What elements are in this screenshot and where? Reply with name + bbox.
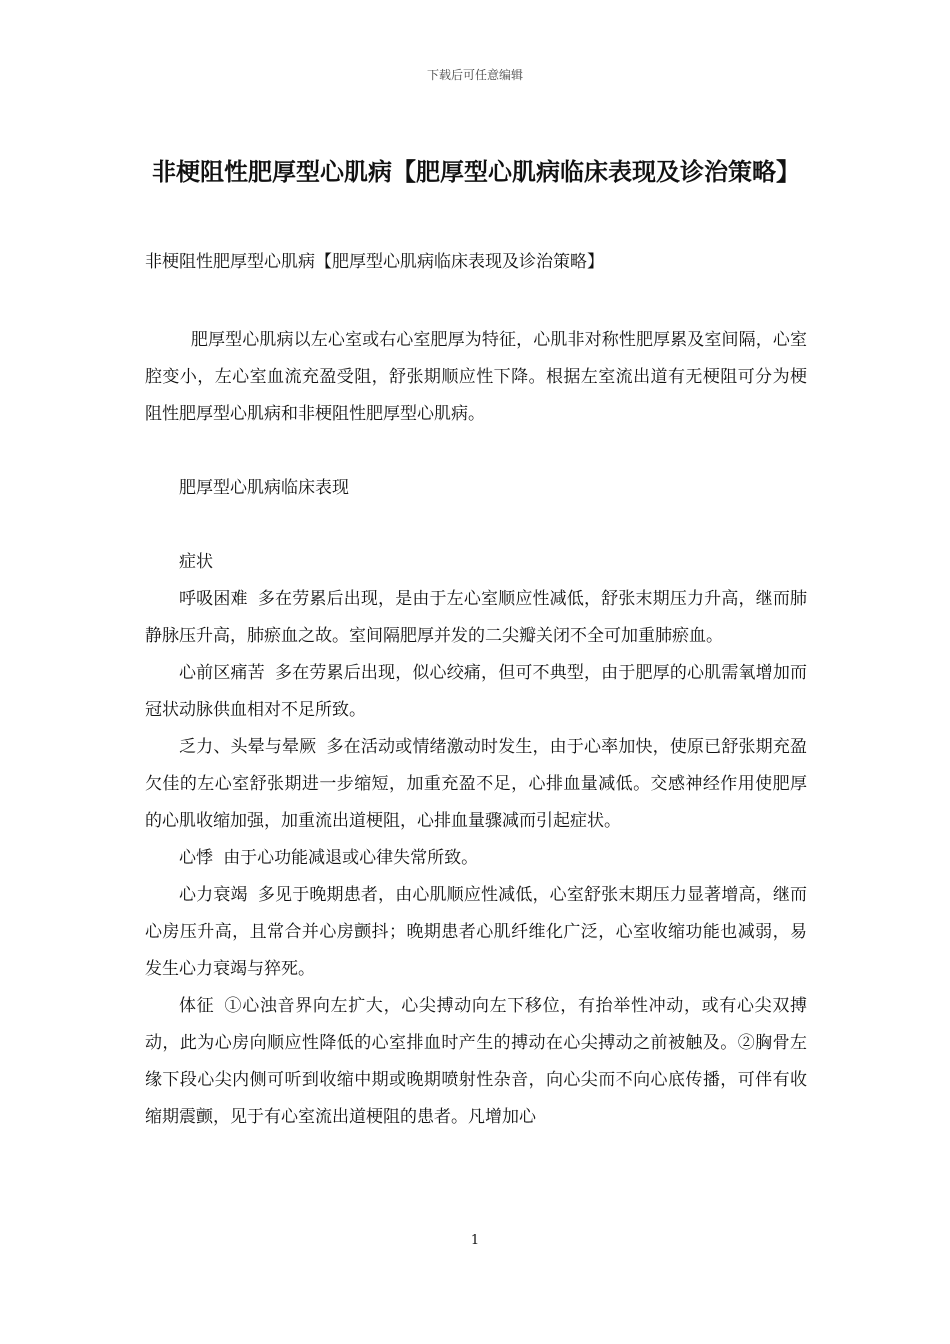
section-heading: 肥厚型心肌病临床表现 <box>179 478 349 498</box>
document-title: 非梗阻性肥厚型心肌病【肥厚型心肌病临床表现及诊治策略】 <box>152 158 800 186</box>
symptom-paragraph <box>145 877 807 988</box>
document-subtitle: 非梗阻性肥厚型心肌病【肥厚型心肌病临床表现及诊治策略】 <box>145 252 604 272</box>
symptom-text: 多在劳累后出现，似心绞痛，但可不典型，由于肥厚的心肌需氧增加而冠状动脉供血相对不足所致。 <box>145 663 808 720</box>
signs-text: ①心浊音界向左扩大，心尖搏动向左下移位，有抬举性冲动，或有心尖双搏动，此为心房向顺应性降低的心室排血时产生的搏动在心尖搏动之前被触及。②胸骨左缘下段心尖内侧可听到收缩中期或晚期喷射性杂音，向心尖而不向心底传播，可伴有收缩期震颤，见于有心室流出道梗阻的患者。凡增加心 <box>145 996 808 1127</box>
document-body <box>145 322 807 1136</box>
intro-paragraph: 肥厚型心肌病以左心室或右心室肥厚为特征，心肌非对称性肥厚累及室间隔，心室腔变小，左心室血流充盈受阻，舒张期顺应性下降。根据左室流出道有无梗阻可分为梗阻性肥厚型心肌病和非梗阻性肥厚型心肌病。 <box>145 330 807 424</box>
symptom-paragraph <box>145 655 807 729</box>
page-header-note: 下载后可任意编辑 <box>426 68 523 82</box>
page-number: 1 <box>470 1233 480 1248</box>
symptom-label: 心力衰竭 <box>179 885 248 905</box>
symptom-text: 多在劳累后出现，是由于左心室顺应性减低，舒张末期压力升高，继而肺静脉压升高，肺瘀血之故。室间隔肥厚并发的二尖瓣关闭不全可加重肺瘀血。 <box>145 589 808 646</box>
symptom-text: 多在活动或情绪激动时发生，由于心率加快，使原已舒张期充盈欠佳的左心室舒张期进一步缩短，加重充盈不足，心排血量减低。交感神经作用使肥厚的心肌收缩加强，加重流出道梗阻，心排血量骤减而引起症状。 <box>145 737 807 831</box>
paragraph-spacer <box>145 433 807 470</box>
symptom-text: 由于心功能减退或心律失常所致。 <box>223 848 479 868</box>
signs-paragraph <box>145 988 807 1136</box>
symptoms-heading: 症状 <box>179 552 213 572</box>
symptom-label: 心悸 <box>179 848 213 868</box>
symptom-label: 呼吸困难 <box>179 589 248 609</box>
symptom-label: 心前区痛苦 <box>179 663 265 683</box>
symptom-paragraph <box>145 840 807 877</box>
symptom-paragraph <box>145 581 807 655</box>
symptom-paragraph <box>145 729 807 840</box>
paragraph-spacer <box>145 507 807 544</box>
symptom-label: 乏力、头晕与晕厥 <box>179 737 317 757</box>
signs-label: 体征 <box>179 996 215 1016</box>
symptom-text: 多见于晚期患者，由心肌顺应性减低，心室舒张末期压力显著增高，继而心房压升高，且常合并心房颤抖；晚期患者心肌纤维化广泛，心室收缩功能也减弱，易发生心力衰竭与猝死。 <box>145 885 808 979</box>
